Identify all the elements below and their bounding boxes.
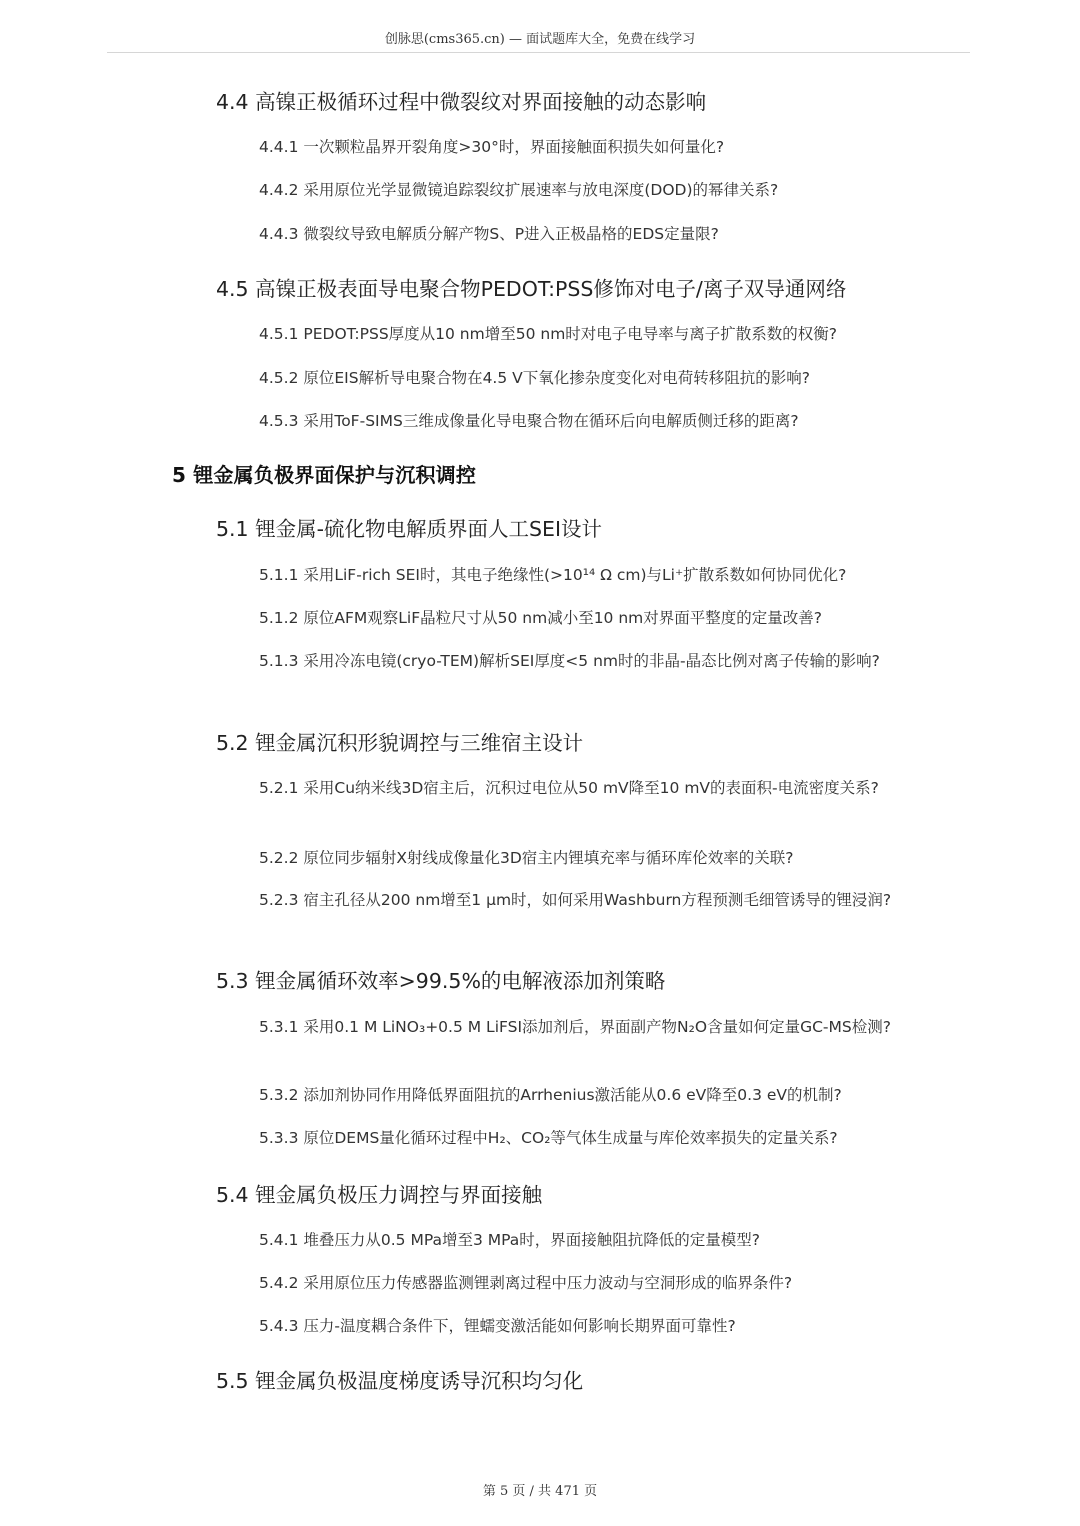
question-5-3-3: 5.3.3 原位DEMS量化循环过程中H₂、CO₂等气体生成量与库伦效率损失的定量关系? [259, 1129, 838, 1147]
heading-5-1: 5.1 锂金属-硫化物电解质界面人工SEI设计 [216, 517, 603, 541]
question-4-5-2: 4.5.2 原位EIS解析导电聚合物在4.5 V下氧化掺杂度变化对电荷转移阻抗的影响? [259, 369, 810, 387]
question-5-4-2: 5.4.2 采用原位压力传感器监测锂剥离过程中压力波动与空洞形成的临界条件? [259, 1274, 793, 1292]
question-5-3-2: 5.3.2 添加剂协同作用降低界面阻抗的Arrhenius激活能从0.6 eV降至0.3 eV的机制? [259, 1086, 842, 1104]
header-divider [107, 52, 970, 53]
heading-4-4: 4.4 高镍正极循环过程中微裂纹对界面接触的动态影响 [216, 90, 707, 114]
question-5-2-3: 5.2.3 宿主孔径从200 nm增至1 μm时，如何采用Washburn方程预测毛细管诱导的锂浸润? [259, 891, 892, 909]
heading-5-5: 5.5 锂金属负极温度梯度诱导沉积均匀化 [216, 1369, 584, 1393]
page-header: 创脉思(cms365.cn) — 面试题库大全，免费在线学习 [384, 32, 696, 47]
chapter-5-title: 5 锂金属负极界面保护与沉积调控 [172, 463, 477, 487]
heading-5-2: 5.2 锂金属沉积形貌调控与三维宿主设计 [216, 731, 584, 755]
question-5-2-2: 5.2.2 原位同步辐射X射线成像量化3D宿主内锂填充率与循环库伦效率的关联? [259, 849, 794, 867]
question-5-2-1: 5.2.1 采用Cu纳米线3D宿主后，沉积过电位从50 mV降至10 mV的表面积-电流密度关系? [259, 779, 879, 797]
question-5-1-3: 5.1.3 采用冷冻电镜(cryo-TEM)解析SEI厚度<5 nm时的非晶-晶态比例对离子传输的影响? [259, 652, 880, 670]
question-5-4-3: 5.4.3 压力-温度耦合条件下，锂蠕变激活能如何影响长期界面可靠性? [259, 1317, 736, 1335]
page-footer: 第 5 页 / 共 471 页 [482, 1484, 598, 1499]
question-4-5-3: 4.5.3 采用ToF-SIMS三维成像量化导电聚合物在循环后向电解质侧迁移的距离? [259, 412, 799, 430]
question-4-5-1: 4.5.1 PEDOT:PSS厚度从10 nm增至50 nm时对电子电导率与离子扩散系数的权衡? [259, 325, 838, 343]
question-5-4-1: 5.4.1 堆叠压力从0.5 MPa增至3 MPa时，界面接触阻抗降低的定量模型? [259, 1231, 761, 1249]
question-5-1-2: 5.1.2 原位AFM观察LiF晶粒尺寸从50 nm减小至10 nm对界面平整度的定量改善? [259, 609, 822, 627]
question-5-1-1: 5.1.1 采用LiF-rich SEI时，其电子绝缘性(>10¹⁴ Ω cm)与Li⁺扩散系数如何协同优化? [259, 566, 847, 584]
question-4-4-3: 4.4.3 微裂纹导致电解质分解产物S、P进入正极晶格的EDS定量限? [259, 225, 719, 243]
question-4-4-2: 4.4.2 采用原位光学显微镜追踪裂纹扩展速率与放电深度(DOD)的幂律关系? [259, 181, 779, 199]
question-5-3-1: 5.3.1 采用0.1 M LiNO₃+0.5 M LiFSI添加剂后，界面副产物N₂O含量如何定量GC-MS检测? [259, 1018, 891, 1036]
question-4-4-1: 4.4.1 一次颗粒晶界开裂角度>30°时，界面接触面积损失如何量化? [259, 138, 725, 156]
heading-4-5: 4.5 高镍正极表面导电聚合物PEDOT:PSS修饰对电子/离子双导通网络 [216, 277, 847, 301]
heading-5-3: 5.3 锂金属循环效率>99.5%的电解液添加剂策略 [216, 969, 666, 993]
heading-5-4: 5.4 锂金属负极压力调控与界面接触 [216, 1183, 543, 1207]
